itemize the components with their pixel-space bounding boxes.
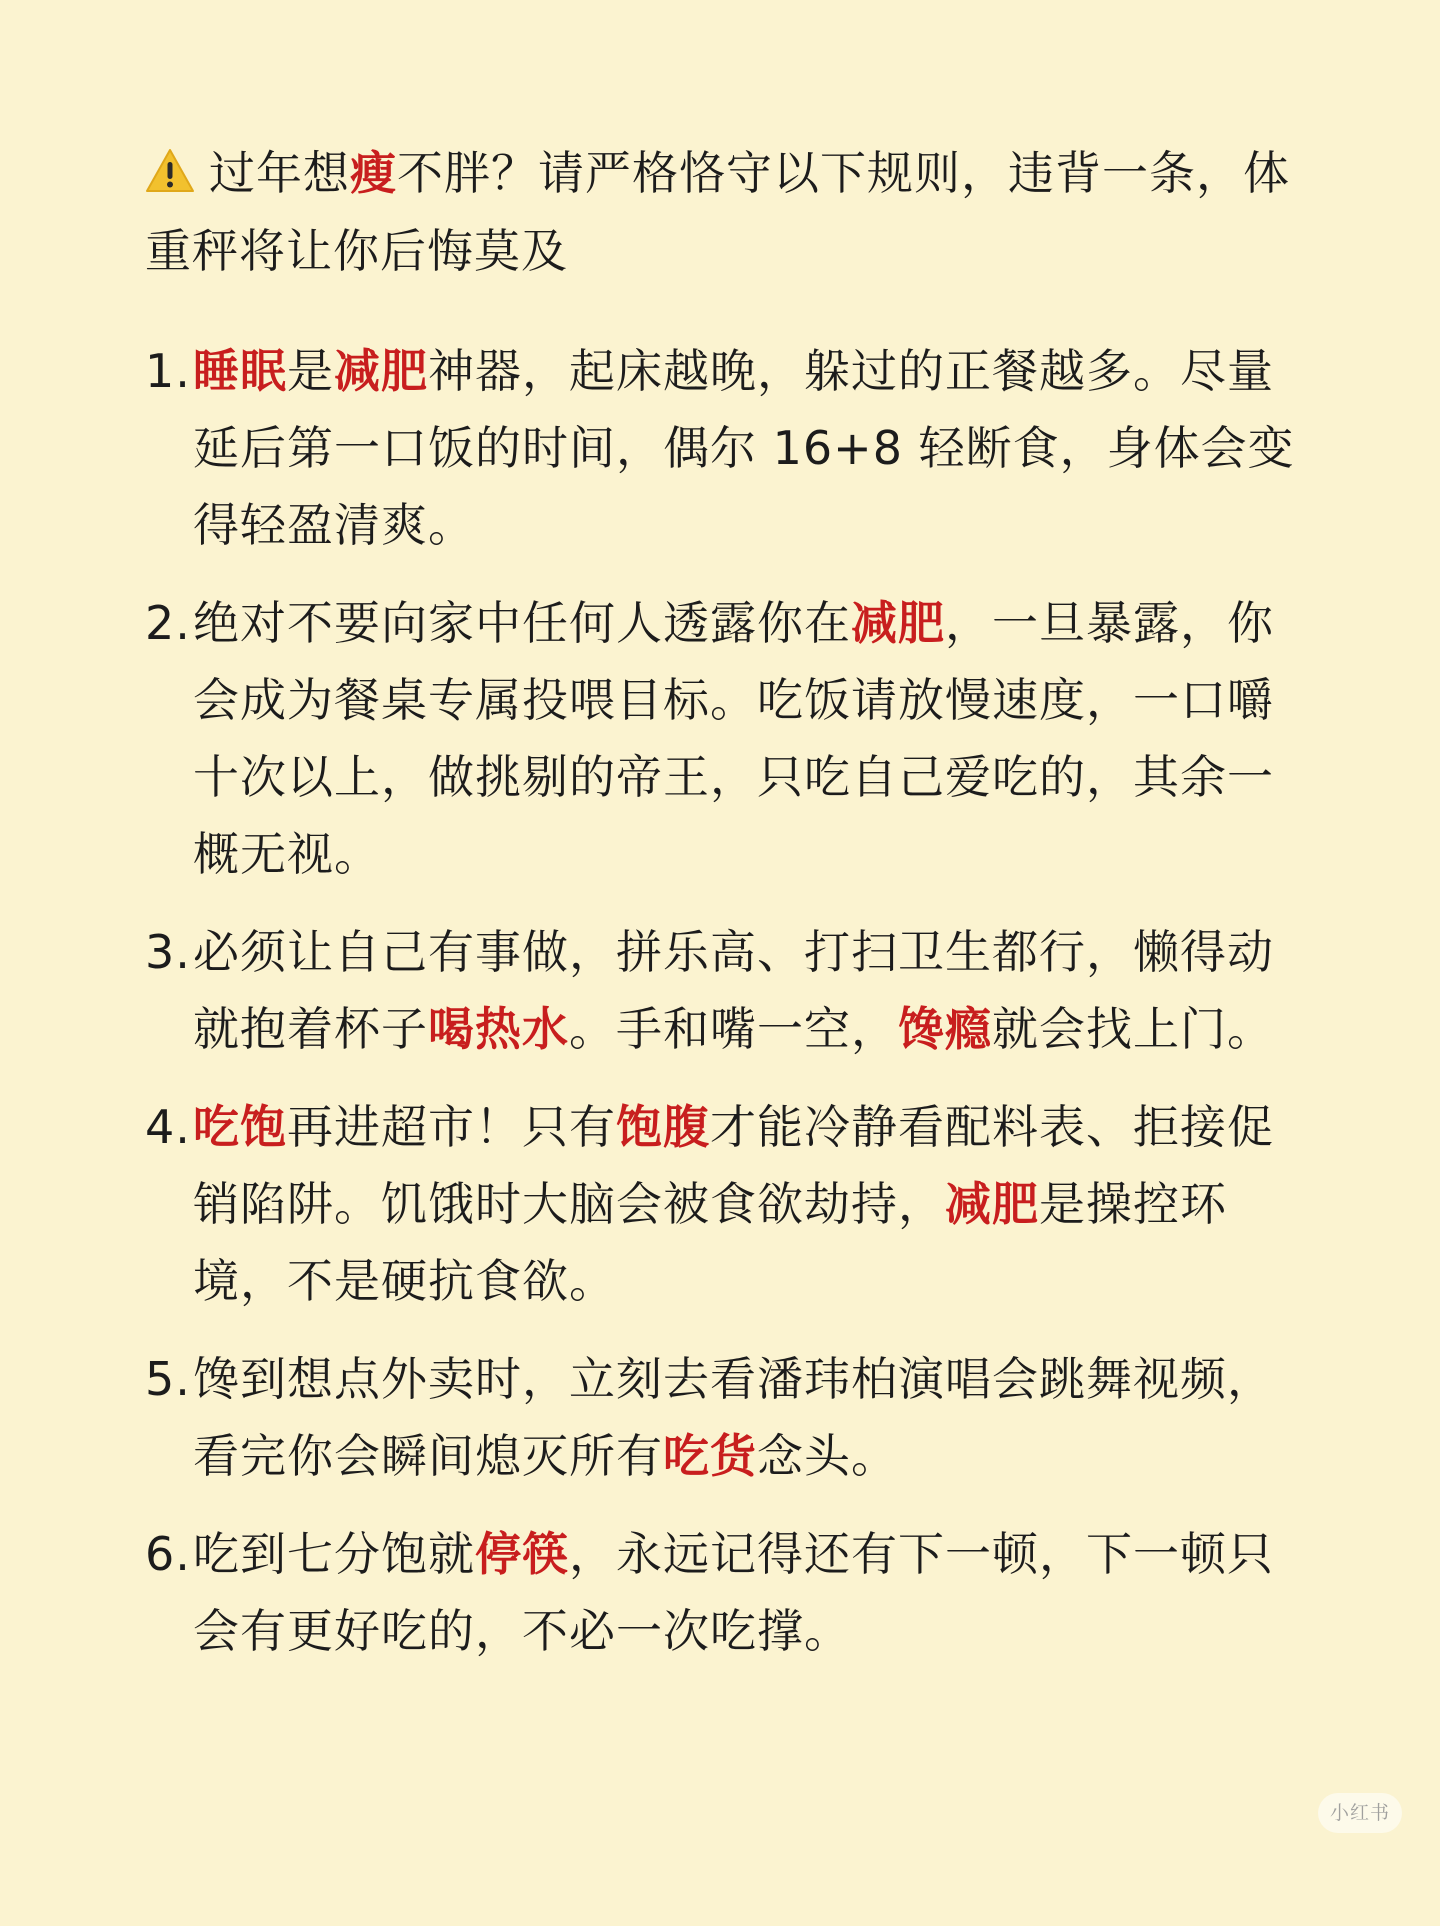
xiaohongshu-watermark: 小红书	[1318, 1793, 1402, 1833]
rule-item	[145, 1341, 1295, 1495]
rules-list	[145, 333, 1295, 1691]
text-segment: 是	[287, 344, 334, 398]
text-segment: ，永远记得还有下一顿，下一顿只会有更好吃的，不必一次吃撑。	[193, 1527, 1274, 1658]
rule-number: 3.	[145, 925, 191, 979]
highlighted-text: 减肥	[945, 1177, 1039, 1231]
text-segment: 念头。	[757, 1429, 898, 1483]
text-segment: 才能冷静看配料表、拒接促销陷阱。饥饿时大脑会被食欲劫持，	[193, 1100, 1274, 1231]
highlighted-text: 吃饱	[193, 1100, 287, 1154]
text-segment: 神器，起床越晚，躲过的正餐越多。尽量延后第一口饭的时间，偶尔 16+8 轻断食，身体会变得轻盈清爽。	[193, 344, 1295, 552]
text-segment: 过年想	[209, 146, 350, 200]
rule-item	[145, 914, 1295, 1068]
rule-item	[145, 1089, 1295, 1320]
text-segment: 绝对不要向家中任何人透露你在	[193, 596, 851, 650]
rule-item	[145, 333, 1295, 564]
text-segment: 吃到七分饱就	[193, 1527, 475, 1581]
rule-item	[145, 585, 1295, 893]
highlighted-text: 减肥	[851, 596, 945, 650]
rule-number: 2.	[145, 596, 191, 650]
text-segment: 再进超市！只有	[287, 1100, 616, 1154]
title-text	[145, 146, 1290, 278]
highlighted-text: 停筷	[475, 1527, 569, 1581]
highlighted-text: 减肥	[334, 344, 428, 398]
highlighted-text: 喝热水	[428, 1002, 569, 1056]
text-segment: 馋到想点外卖时，立刻去看潘玮柏演唱会跳舞视频，看完你会瞬间熄灭所有	[193, 1352, 1274, 1483]
highlighted-text: 吃货	[663, 1429, 757, 1483]
highlighted-text: 瘦	[350, 146, 397, 200]
rule-item	[145, 1516, 1295, 1670]
rule-number: 4.	[145, 1100, 191, 1154]
warning-icon	[145, 148, 195, 194]
highlighted-text: 饱腹	[616, 1100, 710, 1154]
text-segment: 就会找上门。	[992, 1002, 1274, 1056]
text-segment: 不胖？请严格恪守以下规则，违背一条，体重秤将让你后悔莫及	[145, 146, 1290, 278]
text-segment: ，一旦暴露，你会成为餐桌专属投喂目标。吃饭请放慢速度，一口嚼十次以上，做挑剔的帝王，只吃自己爱吃的，其余一概无视。	[193, 596, 1274, 881]
rule-number: 5.	[145, 1352, 191, 1406]
page-title	[145, 134, 1295, 290]
text-segment: 是操控环境，不是硬抗食欲。	[193, 1177, 1227, 1308]
text-segment: 必须让自己有事做，拼乐高、打扫卫生都行，懒得动就抱着杯子	[193, 925, 1274, 1056]
text-segment: 。手和嘴一空，	[569, 1002, 898, 1056]
rule-number: 6.	[145, 1527, 191, 1581]
highlighted-text: 馋瘾	[898, 1002, 992, 1056]
rule-number: 1.	[145, 344, 191, 398]
highlighted-text: 睡眠	[193, 344, 287, 398]
